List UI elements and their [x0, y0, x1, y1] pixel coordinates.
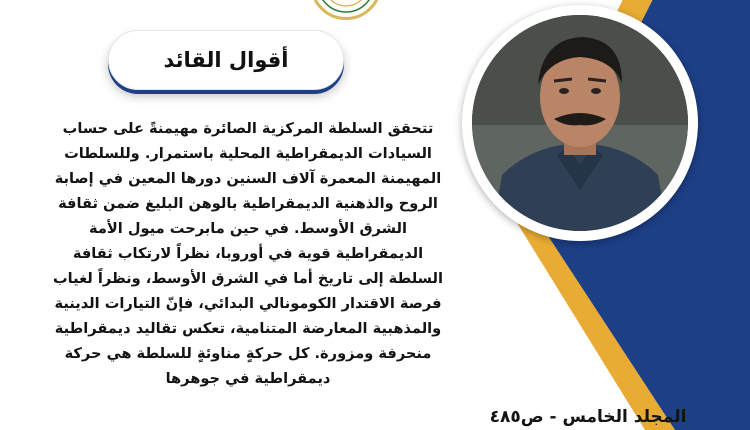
title-banner — [108, 30, 344, 90]
quote-line: الديمقراطية قوية في أوروبا، نظراً لارتكاب ثقافة — [72, 245, 424, 262]
quote-line: الروح والذهنية الديمقراطية بالوهن البليغ ضمن ثقافة — [58, 195, 438, 212]
quote-line: السلطة إلى تاريخ أما في الشرق الأوسط، ونظراً لغياب — [52, 270, 444, 287]
quote-line: السيادات الديمقراطية المحلية باستمرار. وللسلطات — [64, 145, 432, 162]
quote-line: تتحقق السلطة المركزية الصائرة مهيمنةً على حساب — [62, 120, 434, 137]
quote-line: ديمقراطية في جوهرها — [165, 370, 331, 387]
quote-line: المهيمنة المعمرة آلاف السنين دورها المعين في إصابة — [54, 170, 442, 187]
quote-text — [22, 116, 474, 391]
quote-line: والمذهبية المعارضة المتنامية، تعكس تقاليد ديمقراطية — [54, 320, 442, 337]
page-title: أقوال القائد — [163, 48, 289, 72]
leader-portrait — [472, 15, 688, 231]
organization-logo — [310, 0, 382, 20]
quote-line: الشرق الأوسط. في حين مابرحت ميول الأمة — [89, 220, 407, 237]
quote-source: المجلد الخامس - ص٤٨٥ — [489, 407, 687, 427]
quote-line: فرصة الاقتدار الكومونالي البدائي، فإنّ التيارات الدينية — [54, 295, 442, 312]
quote-line: منحرفة ومزورة. كل حركةٍ مناوئةٍ للسلطة هي حركة — [64, 345, 432, 362]
